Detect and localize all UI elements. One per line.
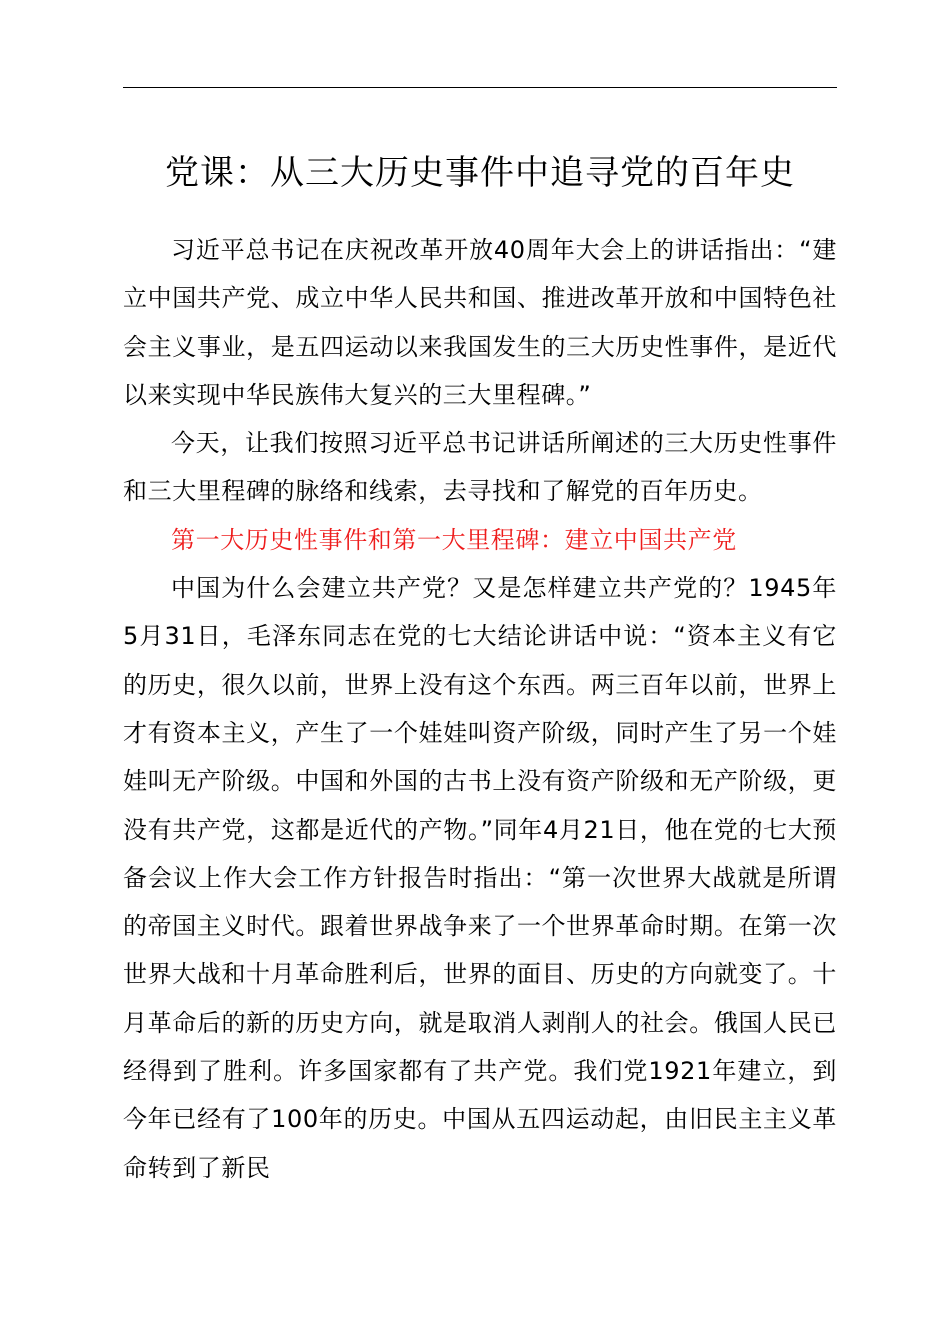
purpose-paragraph: 今天，让我们按照习近平总书记讲话所阐述的三大历史性事件和三大里程碑的脉络和线索，去寻找和了解党的百年历史。 — [123, 429, 837, 506]
section-heading: 第一大历史性事件和第一大里程碑：建立中国共产党 — [171, 525, 737, 554]
section-paragraph: 中国为什么会建立共产党？又是怎样建立共产党的？1945年5月31日，毛泽东同志在党的七大结论讲话中说：“资本主义有它的历史，很久以前，世界上没有这个东西。两三百年以前，世界上才有资本主义，产生了一个娃娃叫资产阶级，同时产生了另一个娃娃叫无产阶级。中国和外国的古书上没有资产阶级和无产阶级，更没有共产党，这都是近代的产物。”同年4月21日，他在党的七大预备会议上作大会工作方针报告时指出：“第一次世界大战就是所谓的帝国主义时代。跟着世界战争来了一个世界革命时期。在第一次世界大战和十月革命胜利后，世界的面目、历史的方向就变了。十月革命后的新的历史方向，就是取消人剥削人的社会。俄国人民已经得到了胜利。许多国家都有了共产党。我们党1921年建立，到今年已经有了100年的历史。中国从五四运动起，由旧民主主义革命转到了新民 — [123, 574, 837, 1182]
header-rule — [123, 87, 837, 88]
document-title: 党课：从三大历史事件中追寻党的百年史 — [165, 153, 795, 193]
document-body — [123, 226, 837, 1192]
intro-paragraph: 习近平总书记在庆祝改革开放40周年大会上的讲话指出：“建立中国共产党、成立中华人民共和国、推进改革开放和中国特色社会主义事业，是五四运动以来我国发生的三大历史性事件，是近代以来实现中华民族伟大复兴的三大里程碑。” — [123, 236, 837, 409]
